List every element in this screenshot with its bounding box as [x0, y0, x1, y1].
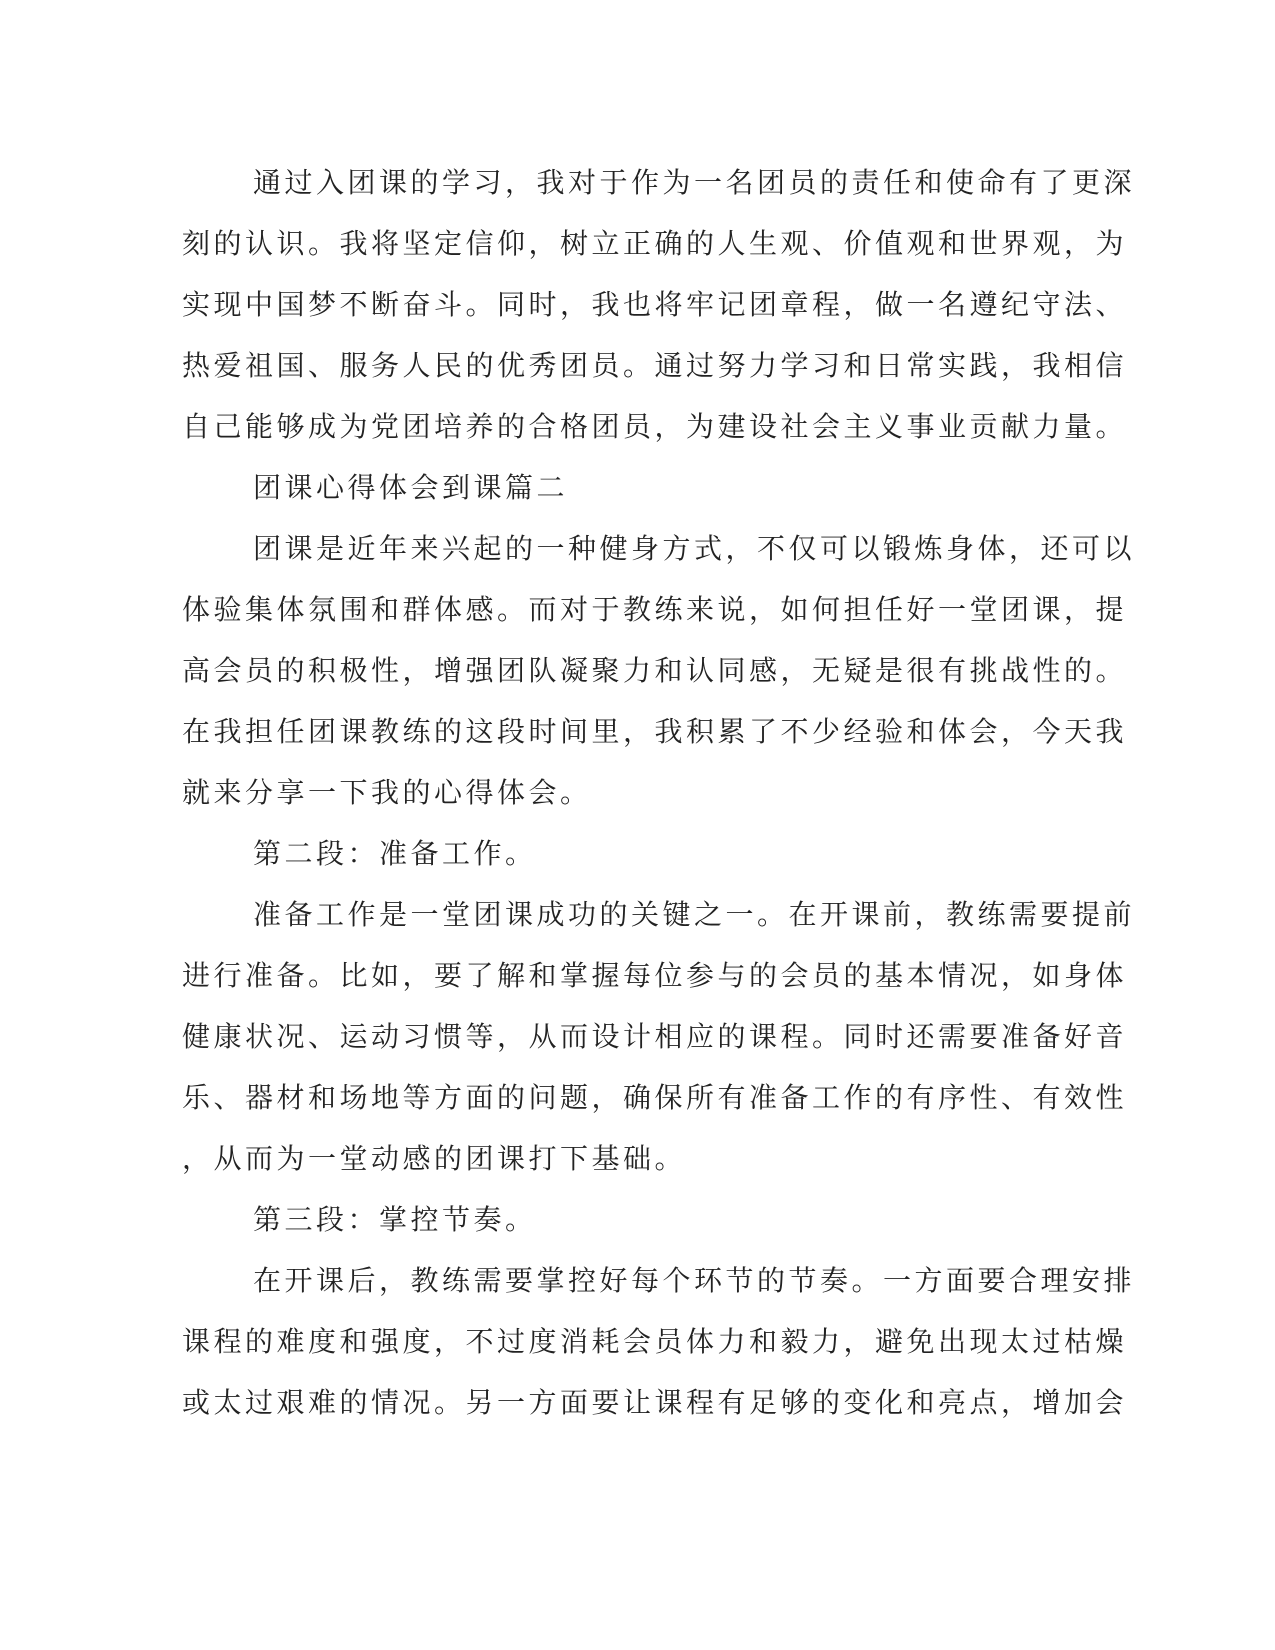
text-line: 团课是近年来兴起的一种健身方式，不仅可以锻炼身体，还可以	[253, 532, 1136, 565]
text-line: 或太过艰难的情况。另一方面要让课程有足够的变化和亮点，增加会	[182, 1386, 1128, 1419]
text-line: 就来分享一下我的心得体会。	[182, 776, 592, 809]
section-heading-rhythm	[182, 1189, 1042, 1250]
text-line: 自己能够成为党团培养的合格团员，为建设社会主义事业贡献力量。	[182, 410, 1128, 443]
paragraph-4	[182, 1250, 1136, 1433]
text-line: 进行准备。比如，要了解和掌握每位参与的会员的基本情况，如身体	[182, 959, 1128, 992]
section-heading-part-2	[182, 457, 1042, 518]
text-line: 高会员的积极性，增强团队凝聚力和认同感，无疑是很有挑战性的。	[182, 654, 1128, 687]
document-page	[182, 152, 1136, 1433]
heading-text: 团课心得体会到课篇二	[253, 471, 569, 504]
heading-text: 第二段：准备工作。	[253, 837, 537, 870]
heading-text: 第三段：掌控节奏。	[253, 1203, 537, 1236]
text-line: 在开课后，教练需要掌控好每个环节的节奏。一方面要合理安排	[253, 1264, 1136, 1297]
text-line: 健康状况、运动习惯等，从而设计相应的课程。同时还需要准备好音	[182, 1020, 1128, 1053]
paragraph-2	[182, 518, 1136, 823]
text-line: 通过入团课的学习，我对于作为一名团员的责任和使命有了更深	[253, 166, 1136, 199]
text-line: 体验集体氛围和群体感。而对于教练来说，如何担任好一堂团课，提	[182, 593, 1128, 626]
section-heading-preparation	[182, 823, 1042, 884]
text-line: 热爱祖国、服务人民的优秀团员。通过努力学习和日常实践，我相信	[182, 349, 1128, 382]
text-line: 准备工作是一堂团课成功的关键之一。在开课前，教练需要提前	[253, 898, 1136, 931]
paragraph-3	[182, 884, 1136, 1189]
text-line: 刻的认识。我将坚定信仰，树立正确的人生观、价值观和世界观，为	[182, 227, 1128, 260]
text-line: 课程的难度和强度，不过度消耗会员体力和毅力，避免出现太过枯燥	[182, 1325, 1128, 1358]
text-line: ，从而为一堂动感的团课打下基础。	[182, 1142, 687, 1175]
text-line: 乐、器材和场地等方面的问题，确保所有准备工作的有序性、有效性	[182, 1081, 1128, 1114]
paragraph-1	[182, 152, 1136, 457]
text-line: 在我担任团课教练的这段时间里，我积累了不少经验和体会，今天我	[182, 715, 1128, 748]
text-line: 实现中国梦不断奋斗。同时，我也将牢记团章程，做一名遵纪守法、	[182, 288, 1128, 321]
